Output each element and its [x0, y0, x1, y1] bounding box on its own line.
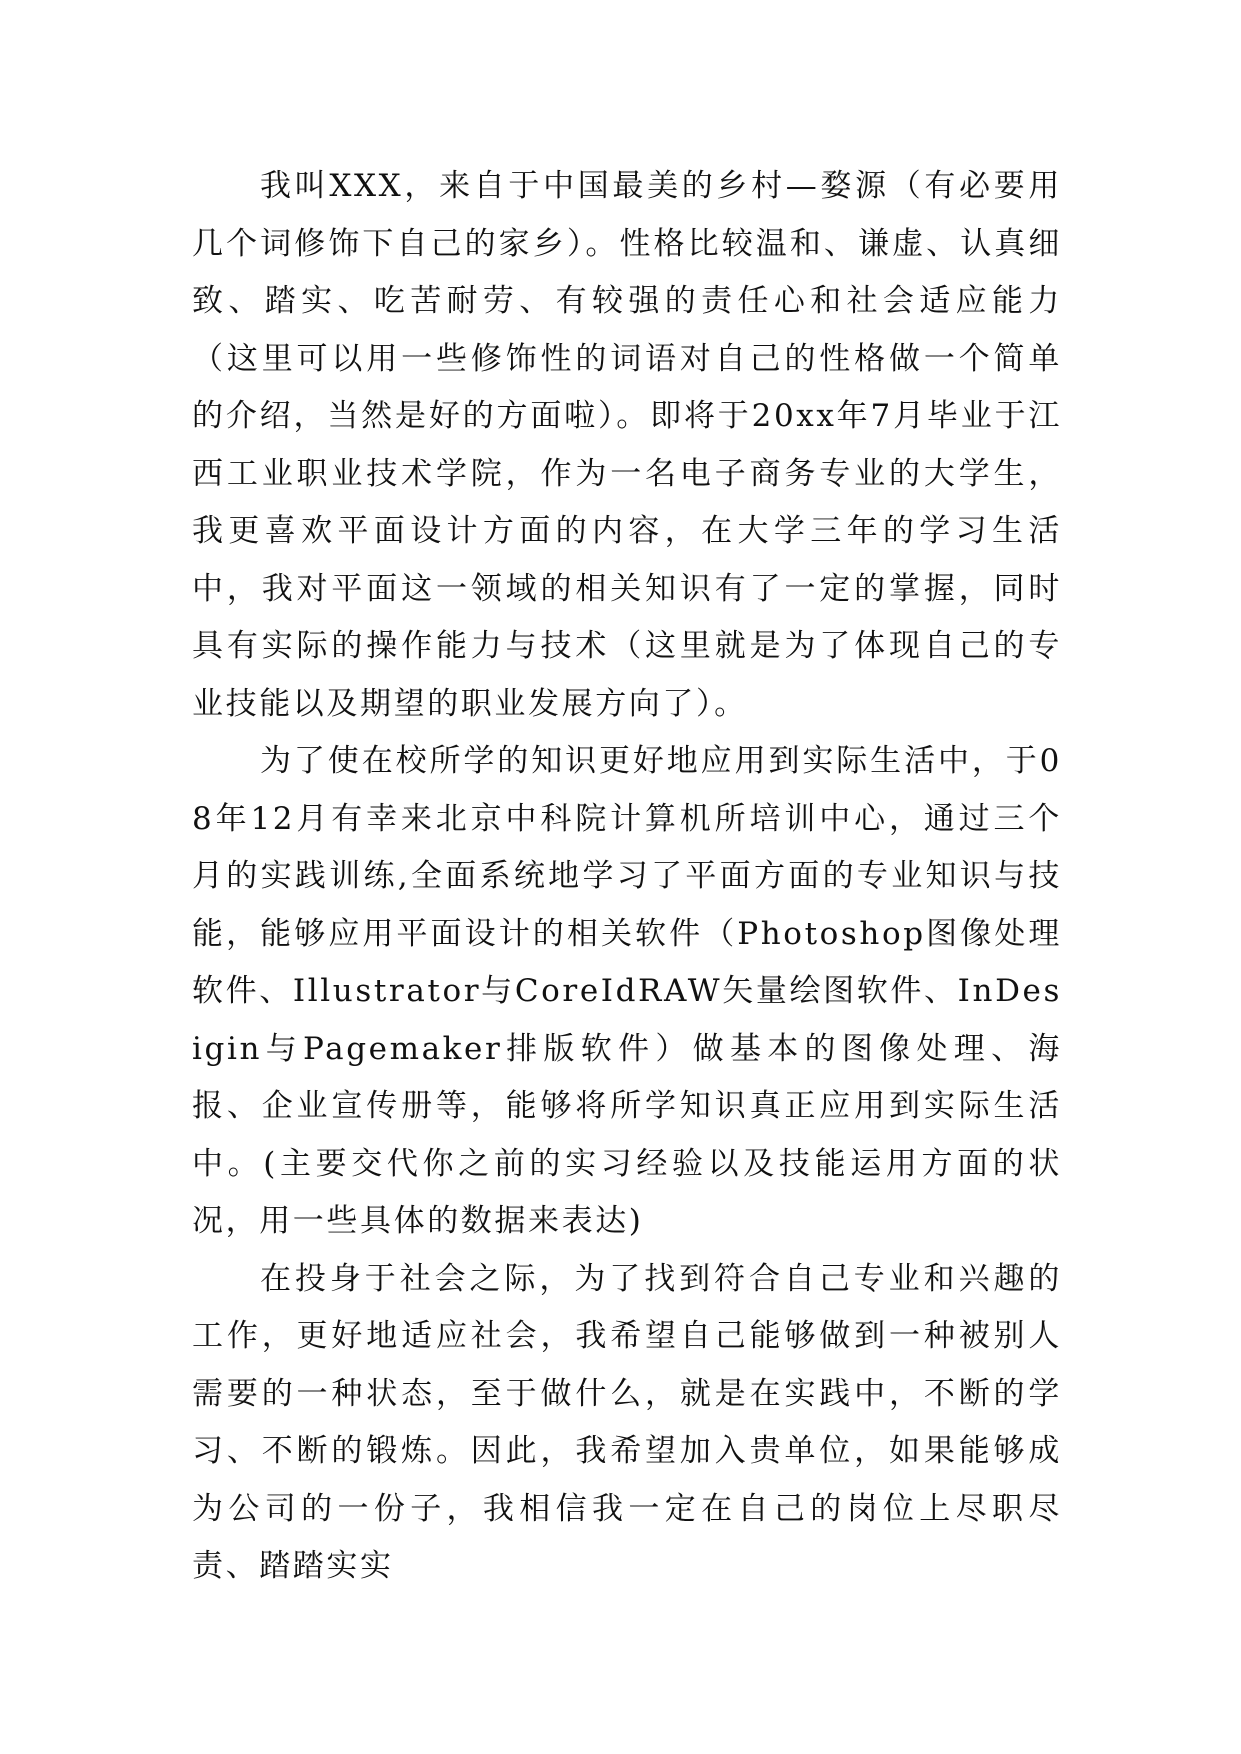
paragraph-career-goal: 在投身于社会之际，为了找到符合自己专业和兴趣的工作，更好地适应社会，我希望自己能够做到一种被别人需要的一种状态，至于做什么，就是在实践中，不断的学习、不断的锻炼。因此，我希望加入贵单位，如果能够成为公司的一份子，我相信我一定在自己的岗位上尽职尽责、踏踏实实: [192, 1260, 1062, 1584]
document-body: [192, 158, 1062, 1596]
paragraph-training-experience: 为了使在校所学的知识更好地应用到实际生活中，于08年12月有幸来北京中科院计算机所培训中心，通过三个月的实践训练,全面系统地学习了平面方面的专业知识与技能，能够应用平面设计的相关软件（Photoshop图像处理软件、Illustrator与CoreIdRAW矢量绘图软件、InDesigin与Pagemaker排版软件）做基本的图像处理、海报、企业宣传册等，能够将所学知识真正应用到实际生活中。(主要交代你之前的实习经验以及技能运用方面的状况，用一些具体的数据来表达): [192, 743, 1062, 1239]
paragraph-self-introduction: 我叫XXX，来自于中国最美的乡村—婺源（有必要用几个词修饰下自己的家乡）。性格比较温和、谦虚、认真细致、踏实、吃苦耐劳、有较强的责任心和社会适应能力（这里可以用一些修饰性的词语对自己的性格做一个简单的介绍，当然是好的方面啦）。即将于20xx年7月毕业于江西工业职业技术学院，作为一名电子商务专业的大学生，我更喜欢平面设计方面的内容，在大学三年的学习生活中，我对平面这一领域的相关知识有了一定的掌握，同时具有实际的操作能力与技术（这里就是为了体现自己的专业技能以及期望的职业发展方向了）。: [192, 168, 1062, 722]
